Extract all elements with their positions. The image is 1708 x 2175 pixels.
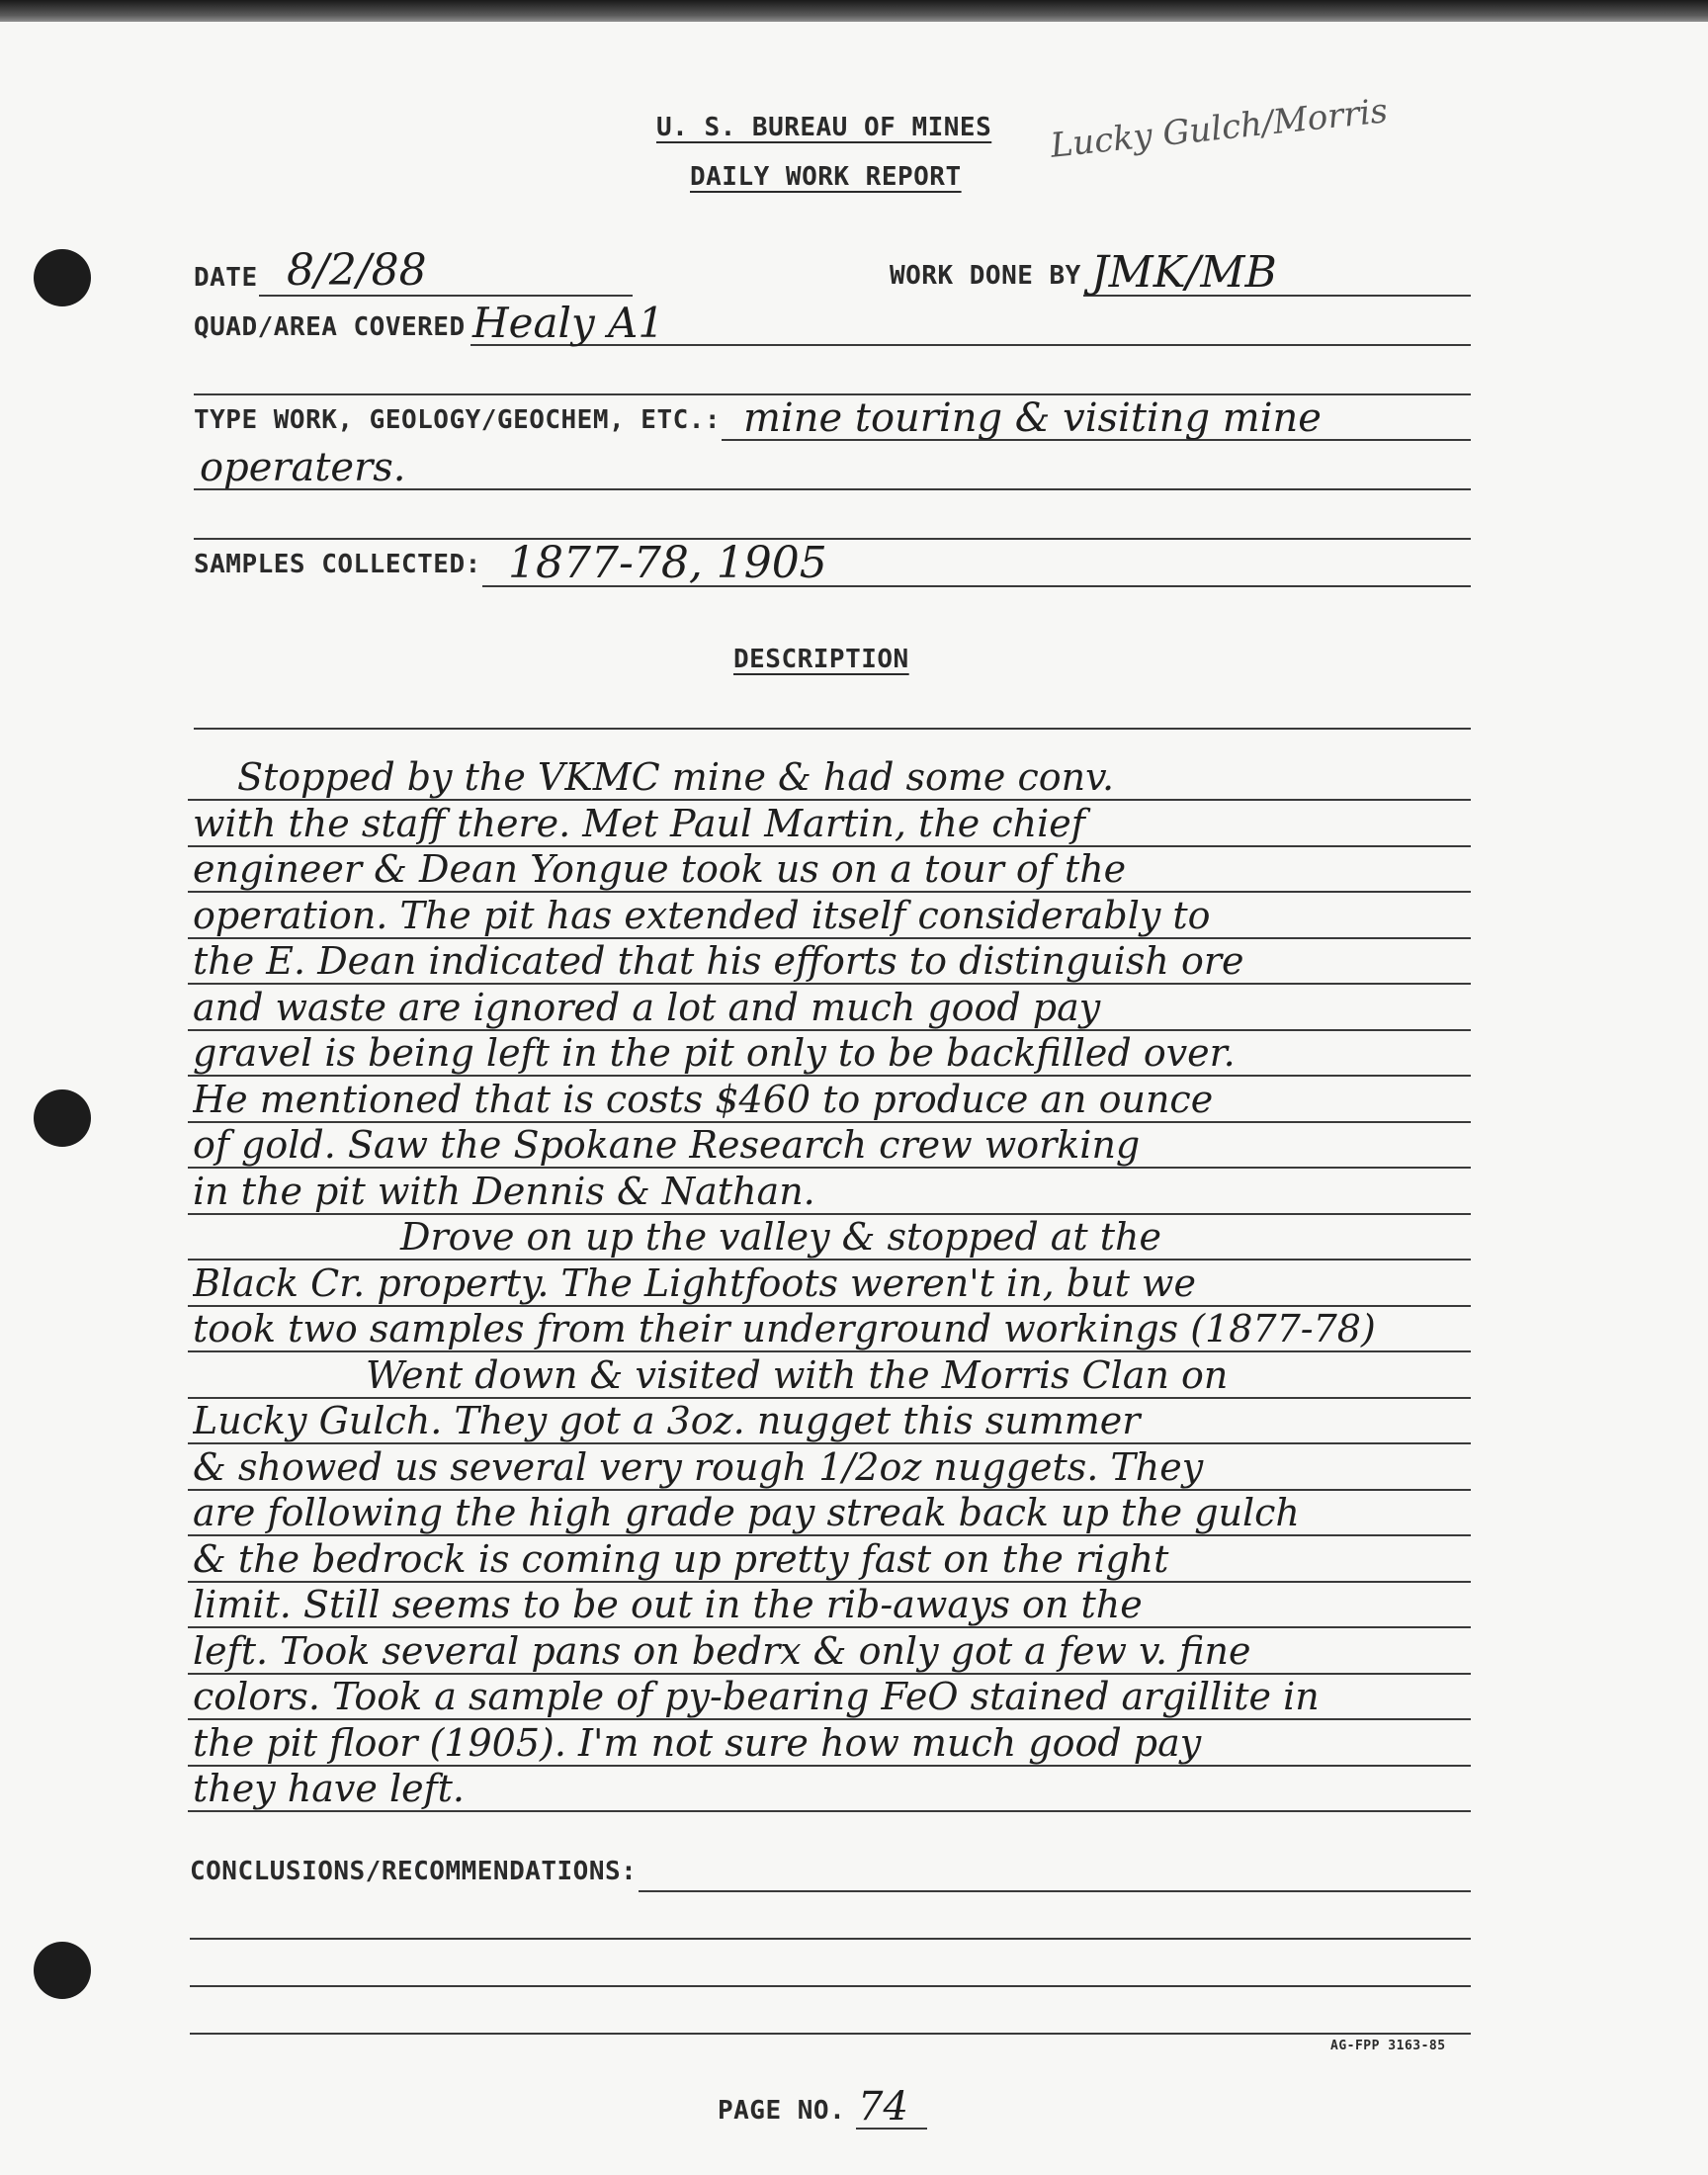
quad-value: Healy A1 — [472, 299, 665, 347]
description-line: Stopped by the VKMC mine & had some conv. — [237, 755, 1115, 799]
type-work-value-1: mine touring & visiting mine — [743, 395, 1322, 441]
description-heading: DESCRIPTION — [733, 645, 909, 674]
description-line: Black Cr. property. The Lightfoots weren't in, but we — [193, 1261, 1196, 1305]
description-line: are following the high grade pay streak back up the gulch — [193, 1491, 1300, 1534]
report-page — [0, 22, 1708, 2175]
description-line: He mentioned that is costs $460 to produce an ounce — [193, 1077, 1214, 1121]
description-line: took two samples from their underground workings (1877-78) — [193, 1307, 1376, 1350]
form-code: AG-FPP 3163-85 — [1330, 2039, 1446, 2053]
type-work-label: TYPE WORK, GEOLOGY/GEOCHEM, ETC.: — [194, 405, 722, 435]
description-line: in the pit with Dennis & Nathan. — [193, 1169, 815, 1213]
description-line: limit. Still seems to be out in the rib-aways on the — [193, 1583, 1143, 1626]
description-rule — [188, 1810, 1471, 1812]
conclusions-line-1 — [639, 1890, 1471, 1892]
description-line: & showed us several very rough 1/2oz nuggets. They — [193, 1444, 1204, 1489]
work-done-by-label: WORK DONE BY — [890, 261, 1081, 291]
margin-note: Lucky Gulch/Morris — [1048, 91, 1390, 166]
description-line: Lucky Gulch. They got a 3oz. nugget this summer — [193, 1399, 1141, 1442]
punch-hole-bottom — [34, 1942, 91, 1999]
description-line: operation. The pit has extended itself considerably to — [193, 893, 1211, 937]
description-line: the pit floor (1905). I'm not sure how much good pay — [193, 1720, 1202, 1765]
report-title: DAILY WORK REPORT — [690, 162, 962, 192]
description-line: engineer & Dean Yongue took us on a tour of the — [193, 847, 1127, 891]
type-work-value-2: operaters. — [200, 445, 406, 490]
description-line: Drove on up the valley & stopped at the — [400, 1215, 1161, 1259]
conclusions-line-4 — [190, 2033, 1471, 2035]
date-label: DATE — [194, 263, 258, 293]
conclusions-line-2 — [190, 1938, 1471, 1940]
description-line: & the bedrock is coming up pretty fast on the right — [193, 1536, 1169, 1581]
description-line: with the staff there. Met Paul Martin, the chief — [193, 801, 1085, 845]
conclusions-line-3 — [190, 1985, 1471, 1987]
description-line: the E. Dean indicated that his efforts to distinguish ore — [193, 939, 1244, 983]
description-line: left. Took several pans on bedrx & only got a few v. fine — [193, 1628, 1251, 1673]
page-label: PAGE NO. — [718, 2096, 846, 2126]
description-line: gravel is being left in the pit only to be backfilled over. — [193, 1031, 1236, 1075]
description-line: colors. Took a sample of py-bearing FeO stained argillite in — [193, 1675, 1320, 1718]
type-work-line-3 — [194, 538, 1471, 540]
page-value: 74 — [858, 2084, 908, 2130]
quad-label: QUAD/AREA COVERED — [194, 312, 466, 342]
description-line: Went down & visited with the Morris Clan on — [366, 1352, 1229, 1397]
samples-value: 1877-78, 1905 — [508, 538, 827, 588]
description-line: of gold. Saw the Spokane Research crew working — [193, 1123, 1141, 1167]
punch-hole-top — [34, 249, 91, 306]
description-line: and waste are ignored a lot and much good pay — [193, 985, 1101, 1029]
work-done-by-value: JMK/MB — [1091, 247, 1277, 298]
agency-title: U. S. BUREAU OF MINES — [656, 113, 992, 142]
description-top-line — [194, 728, 1471, 730]
samples-label: SAMPLES COLLECTED: — [194, 550, 481, 579]
punch-hole-middle — [34, 1089, 91, 1147]
conclusions-label: CONCLUSIONS/RECOMMENDATIONS: — [190, 1857, 638, 1886]
date-value: 8/2/88 — [287, 245, 427, 296]
description-line: they have left. — [193, 1767, 465, 1810]
